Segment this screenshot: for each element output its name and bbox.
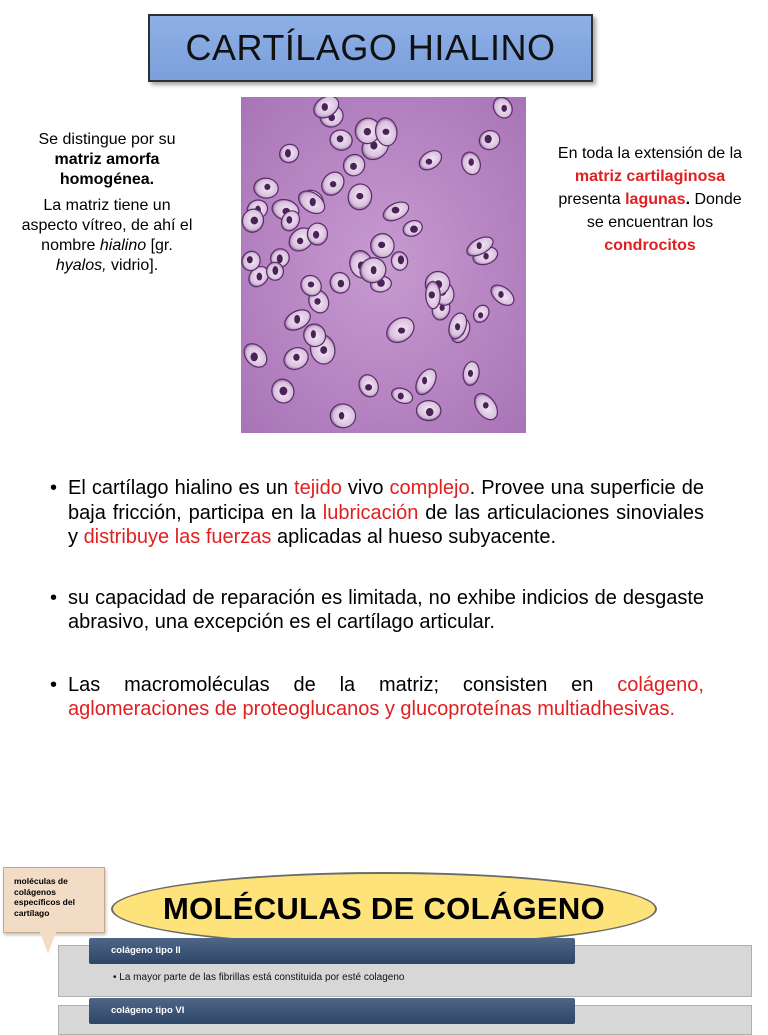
chondrocyte-nucleus xyxy=(330,181,336,187)
chondrocyte-nucleus xyxy=(322,103,328,111)
chondrocyte-nucleus xyxy=(422,377,427,385)
chondrocyte-nucleus xyxy=(410,226,418,233)
bullet-item-1: • El cartílago hialino es un tejido vivo complejo. Provee una superficie de baja fricción, participa en la lubricación de las articulaciones sinoviales y distribuye las fuerzas aplicadas al hueso subyacente. xyxy=(50,477,704,548)
collagen-banner: MOLÉCULAS DE COLÁGENO xyxy=(111,872,657,946)
chondrocyte-nucleus xyxy=(314,298,320,305)
chondrocyte-nucleus xyxy=(364,128,371,136)
bullet-item-3: • Las macromoléculas de la matriz; consisten en colágeno, aglomeraciones de proteoglucanos y glucoproteínas multiadhesivas. xyxy=(50,673,704,720)
chondrocyte-nucleus xyxy=(392,207,400,214)
chondrocyte-nucleus xyxy=(257,273,263,281)
chondrocyte-nucleus xyxy=(356,193,363,199)
chondrocyte-nucleus xyxy=(365,384,372,390)
chondrocyte-nucleus xyxy=(337,135,344,142)
chondrocyte-nucleus xyxy=(294,315,300,324)
chondrocyte-nucleus xyxy=(398,255,404,264)
bullet-item-2: • su capacidad de reparación es limitada, no exhibe indicios de desgaste abrasivo, una excepción es el cartílago articular. xyxy=(50,586,704,633)
chondrocyte-nucleus xyxy=(477,242,482,249)
chondrocyte-nucleus xyxy=(308,281,314,287)
chondrocyte-nucleus xyxy=(286,216,292,223)
chondrocyte-nucleus xyxy=(398,328,405,334)
panel-header: colágeno tipo VI xyxy=(89,998,575,1024)
callout-note: moléculas de colágenos específicos del cartílago xyxy=(3,867,105,933)
chondrocyte-nucleus xyxy=(297,238,303,245)
chondrocyte-nucleus xyxy=(293,354,299,361)
chondrocyte-nucleus xyxy=(485,135,492,144)
chondrocyte-nucleus xyxy=(311,330,316,338)
chondrocyte-nucleus xyxy=(398,393,404,400)
chondrocyte-nucleus xyxy=(429,291,435,298)
chondrocyte-nucleus xyxy=(338,280,345,288)
callout-tail xyxy=(40,932,56,954)
chondrocyte-nucleus xyxy=(371,266,377,274)
chondrocyte-nucleus xyxy=(279,387,287,396)
chondrocyte-nucleus xyxy=(320,346,327,354)
slide-title: CARTÍLAGO HIALINO xyxy=(148,14,593,82)
chondrocyte-nucleus xyxy=(468,158,473,165)
chondrocyte-nucleus xyxy=(483,253,488,260)
chondrocyte-nucleus xyxy=(478,312,483,318)
chondrocyte-nucleus xyxy=(483,402,489,408)
hyaline-cartilage-micrograph xyxy=(241,97,526,433)
chondrocyte-nucleus xyxy=(350,163,357,170)
chondrocyte-nucleus xyxy=(277,254,283,263)
chondrocyte-nucleus xyxy=(383,129,390,135)
chondrocyte-nucleus xyxy=(250,352,257,361)
bullet-list xyxy=(48,476,704,758)
collagen-panel-type-ii xyxy=(58,945,752,997)
chondrocyte-nucleus xyxy=(426,159,433,165)
left-paragraph-1: Se distingue por su matriz amorfa homogénea. xyxy=(38,131,176,188)
chondrocyte-nucleus xyxy=(313,231,319,239)
chondrocyte-nucleus xyxy=(468,370,473,377)
panel-body: • La mayor parte de las fibrillas está constituida por esté colageno xyxy=(113,972,405,983)
chondrocyte-nucleus xyxy=(272,266,278,275)
chondrocyte-nucleus xyxy=(455,323,460,330)
right-description: En toda la extensión de la matriz cartilaginosa presenta lagunas. Donde se encuentran los condrocitos xyxy=(557,145,743,254)
chondrocyte-nucleus xyxy=(247,256,253,263)
chondrocyte-nucleus xyxy=(251,217,259,225)
left-description xyxy=(18,130,196,282)
chondrocyte-nucleus xyxy=(501,105,507,112)
left-paragraph-2: La matriz tiene un aspecto vítreo, de ahí el nombre hialino [gr. hyalos, vidrio]. xyxy=(21,197,193,274)
panel-header: colágeno tipo II xyxy=(89,938,575,964)
chondrocyte-nucleus xyxy=(498,291,503,298)
chondrocyte-nucleus xyxy=(285,149,291,157)
chondrocyte-nucleus xyxy=(378,242,385,248)
collagen-panel-type-vi xyxy=(58,1005,752,1035)
chondrocyte-nucleus xyxy=(426,408,434,416)
chondrocyte-nucleus xyxy=(264,184,270,190)
chondrocyte-nucleus xyxy=(310,198,316,206)
chondrocyte-nucleus xyxy=(339,412,344,419)
